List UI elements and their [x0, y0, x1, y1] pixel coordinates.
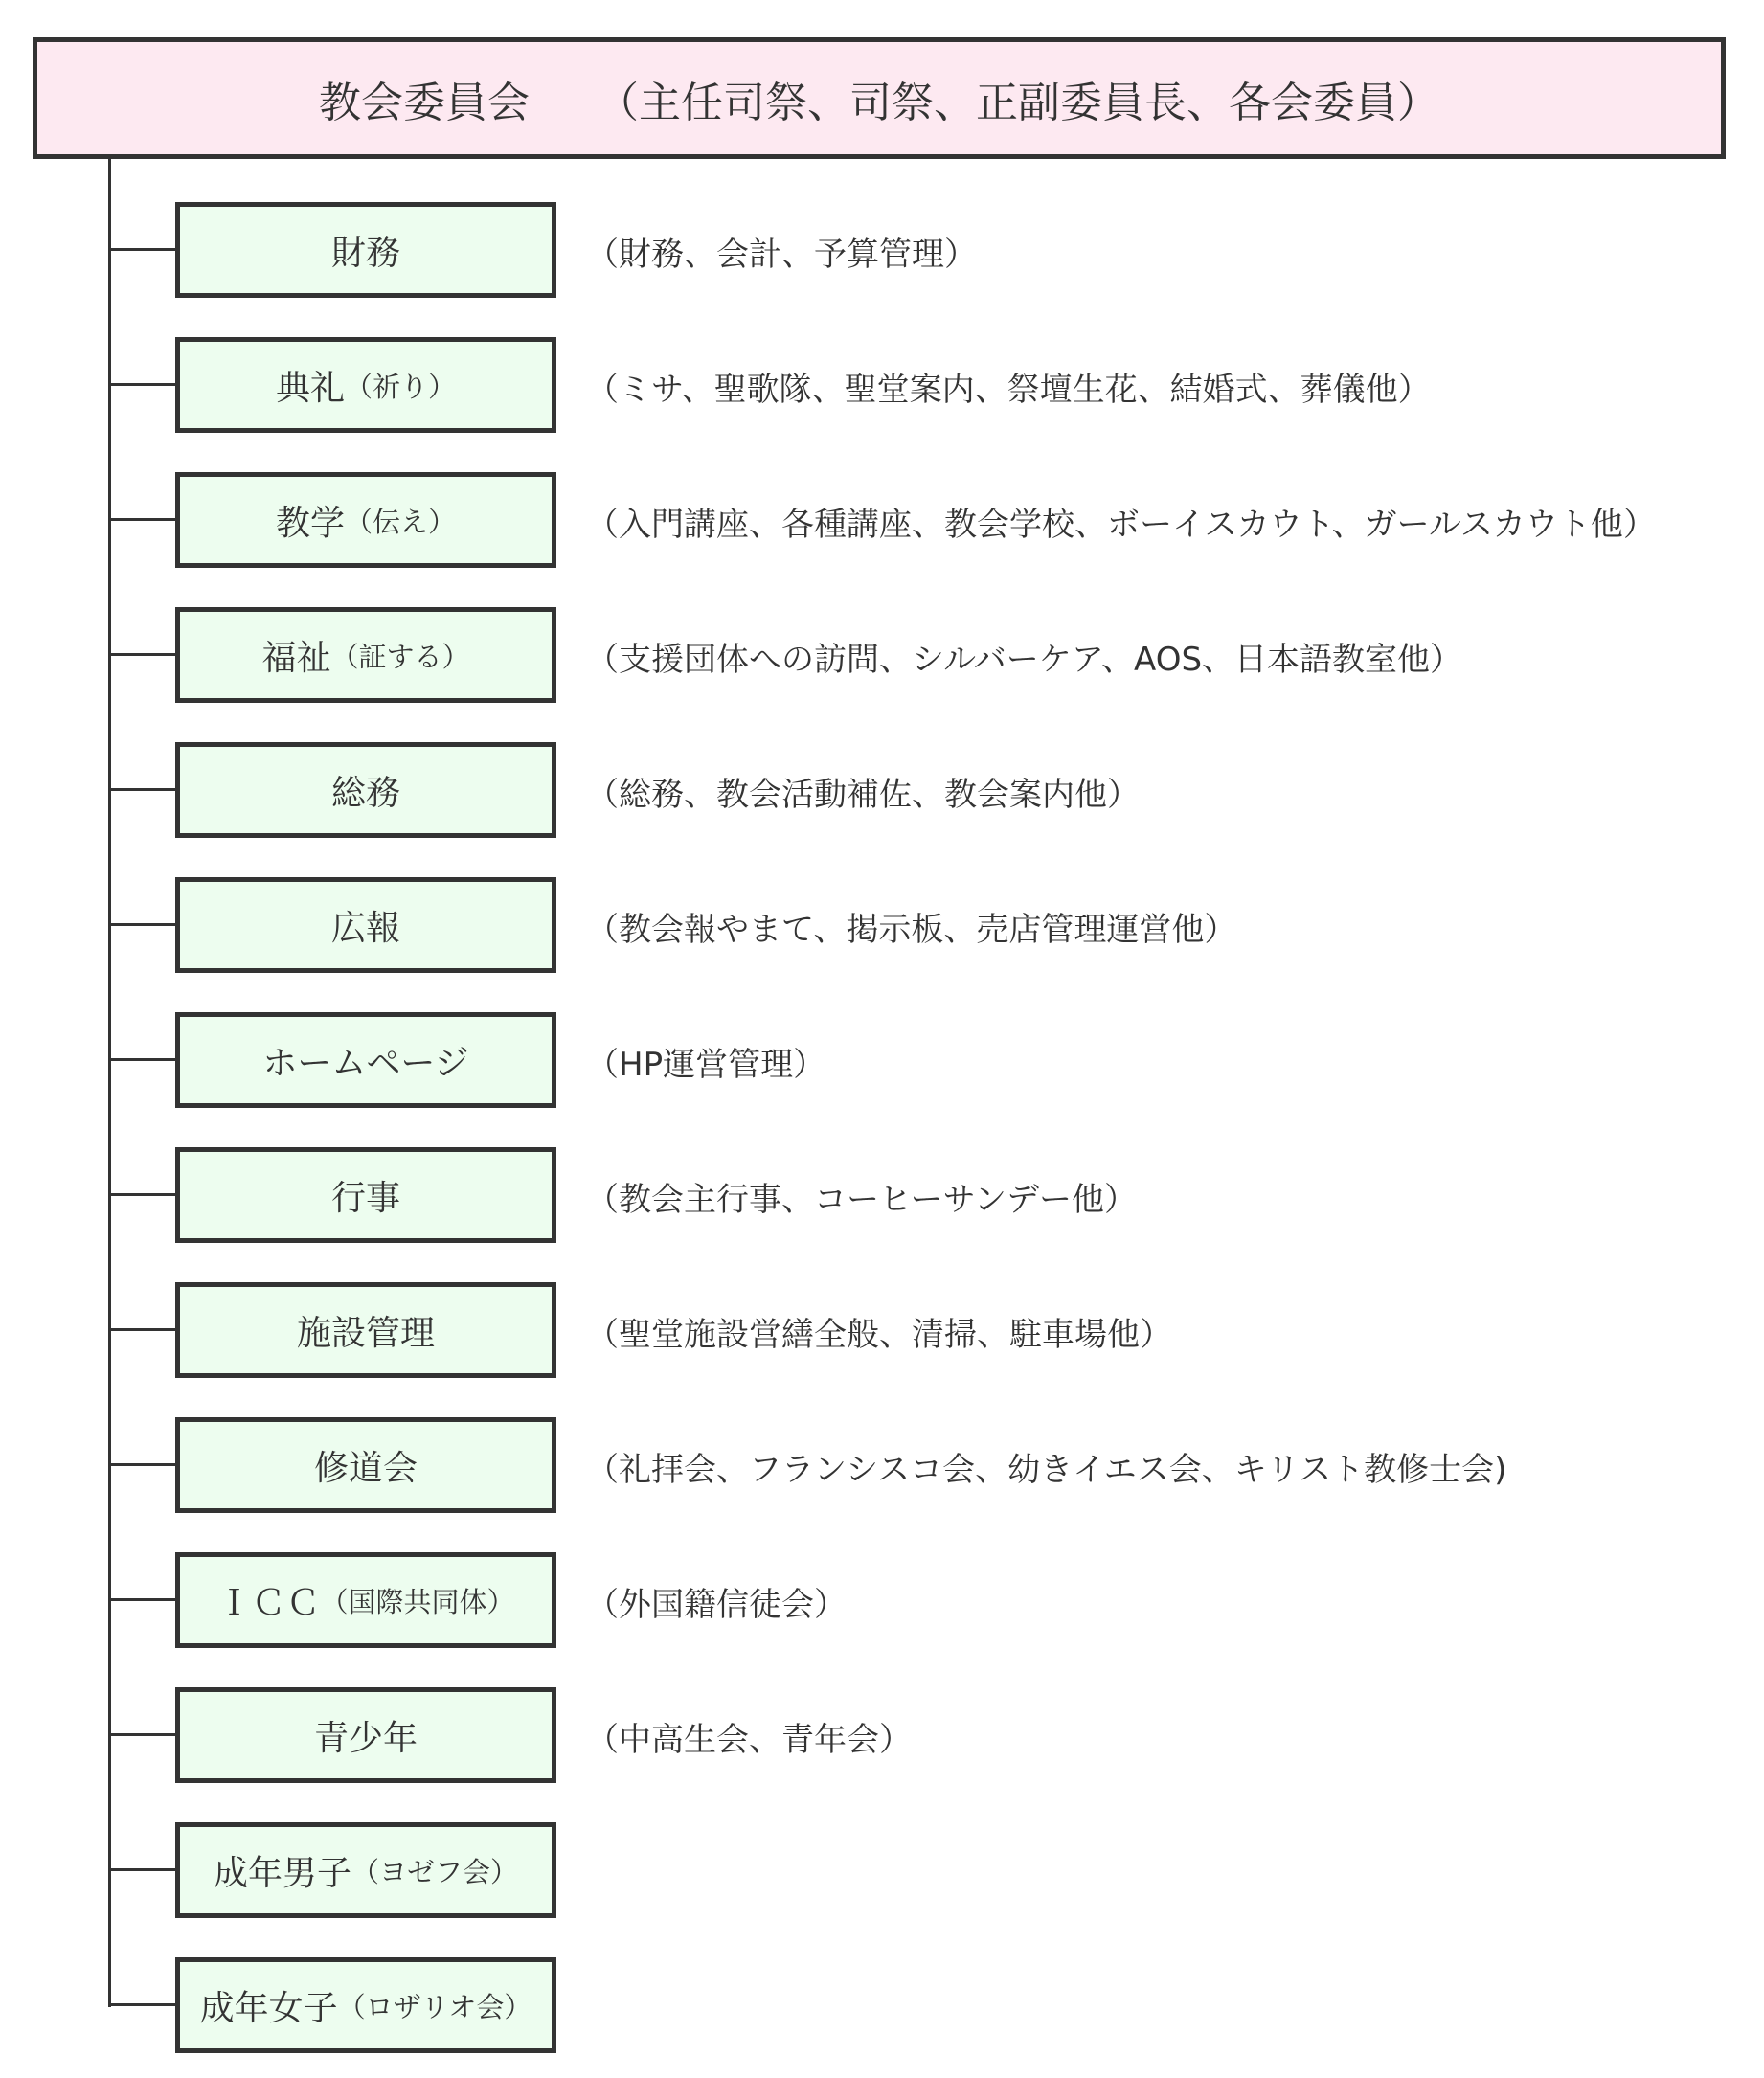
branch-line — [108, 653, 177, 656]
committee-row — [0, 1417, 1764, 1513]
header-subtitle: （主任司祭、司祭、正副委員長、各会委員） — [597, 78, 1439, 127]
committee-row — [0, 607, 1764, 703]
committee-node — [175, 1687, 556, 1783]
committee-node — [175, 877, 556, 973]
committee-sublabel: （ヨゼフ会） — [351, 1855, 519, 1888]
committee-row — [0, 337, 1764, 433]
branch-line — [108, 1328, 177, 1331]
committee-description: （財務、会計、予算管理） — [586, 236, 977, 274]
committee-label: 施設管理 — [296, 1313, 435, 1353]
committee-row — [0, 202, 1764, 298]
committee-sublabel: （証する） — [330, 640, 470, 673]
committee-label: 青少年 — [313, 1718, 418, 1758]
committee-row — [0, 1147, 1764, 1243]
committee-sublabel: （国際共同体） — [320, 1585, 515, 1618]
committee-row — [0, 742, 1764, 838]
committee-node — [175, 1282, 556, 1378]
committee-label: 教学 — [275, 503, 345, 543]
committee-label: 修道会 — [313, 1448, 418, 1488]
committee-description: （ミサ、聖歌隊、聖堂案内、祭壇生花、結婚式、葬儀他） — [586, 371, 1431, 409]
branch-line — [108, 788, 177, 791]
branch-line — [108, 1193, 177, 1196]
committee-label: 広報 — [330, 908, 400, 948]
committee-node — [175, 607, 556, 703]
committee-description: （支援団体への訪問、シルバーケア、AOS、日本語教室他） — [586, 641, 1463, 679]
committee-node — [175, 472, 556, 568]
committee-label: 成年女子 — [199, 1988, 338, 2028]
committee-row — [0, 1552, 1764, 1648]
branch-line — [108, 2003, 177, 2006]
committee-description: （教会報やまて、掲示板、売店管理運営他） — [586, 911, 1237, 949]
committee-description: （総務、教会活動補佐、教会案内他） — [586, 776, 1140, 814]
branch-line — [108, 1058, 177, 1061]
branch-line — [108, 383, 177, 386]
branch-line — [108, 1868, 177, 1871]
committee-description: （教会主行事、コーヒーサンデー他） — [586, 1181, 1137, 1219]
branch-line — [108, 1598, 177, 1601]
header-title: 教会委員会 — [319, 78, 530, 127]
committee-description: （HP運営管理） — [586, 1046, 826, 1084]
committee-label: 行事 — [330, 1178, 400, 1218]
committee-row — [0, 1012, 1764, 1108]
committee-header-box — [33, 37, 1726, 159]
committee-description: （礼拝会、フランシスコ会、幼きイエス会、キリスト教修士会) — [586, 1451, 1507, 1489]
committee-row — [0, 1282, 1764, 1378]
committee-node — [175, 1012, 556, 1108]
committee-label: ホームページ — [262, 1043, 469, 1083]
committee-sublabel: （伝え） — [345, 505, 457, 538]
branch-line — [108, 248, 177, 251]
committee-row — [0, 1957, 1764, 2053]
branch-line — [108, 518, 177, 521]
committee-description: （外国籍信徒会） — [586, 1586, 847, 1624]
committee-row — [0, 472, 1764, 568]
committee-node — [175, 1552, 556, 1648]
committee-node — [175, 1957, 556, 2053]
committee-label: 総務 — [330, 773, 400, 813]
committee-node — [175, 1147, 556, 1243]
committee-description: （入門講座、各種講座、教会学校、ボーイスカウト、ガールスカウト他） — [586, 506, 1656, 544]
committee-node — [175, 742, 556, 838]
committee-row — [0, 1822, 1764, 1918]
committee-sublabel: （ロザリオ会） — [337, 1990, 532, 2023]
committee-row — [0, 1687, 1764, 1783]
committee-node — [175, 337, 556, 433]
committee-description: （中高生会、青年会） — [586, 1721, 912, 1759]
committee-node — [175, 202, 556, 298]
committee-label: 福祉 — [261, 638, 331, 678]
branch-line — [108, 1463, 177, 1466]
committee-label: 財務 — [330, 233, 400, 273]
committee-sublabel: （祈り） — [345, 370, 457, 403]
branch-line — [108, 923, 177, 926]
committee-node — [175, 1822, 556, 1918]
committee-description: （聖堂施設営繕全般、清掃、駐車場他） — [586, 1316, 1172, 1354]
branch-line — [108, 1733, 177, 1736]
committee-label: ＩＣＣ — [216, 1583, 321, 1623]
committee-label: 典礼 — [275, 368, 345, 408]
committee-row — [0, 877, 1764, 973]
committee-label: 成年男子 — [213, 1853, 351, 1893]
committee-node — [175, 1417, 556, 1513]
